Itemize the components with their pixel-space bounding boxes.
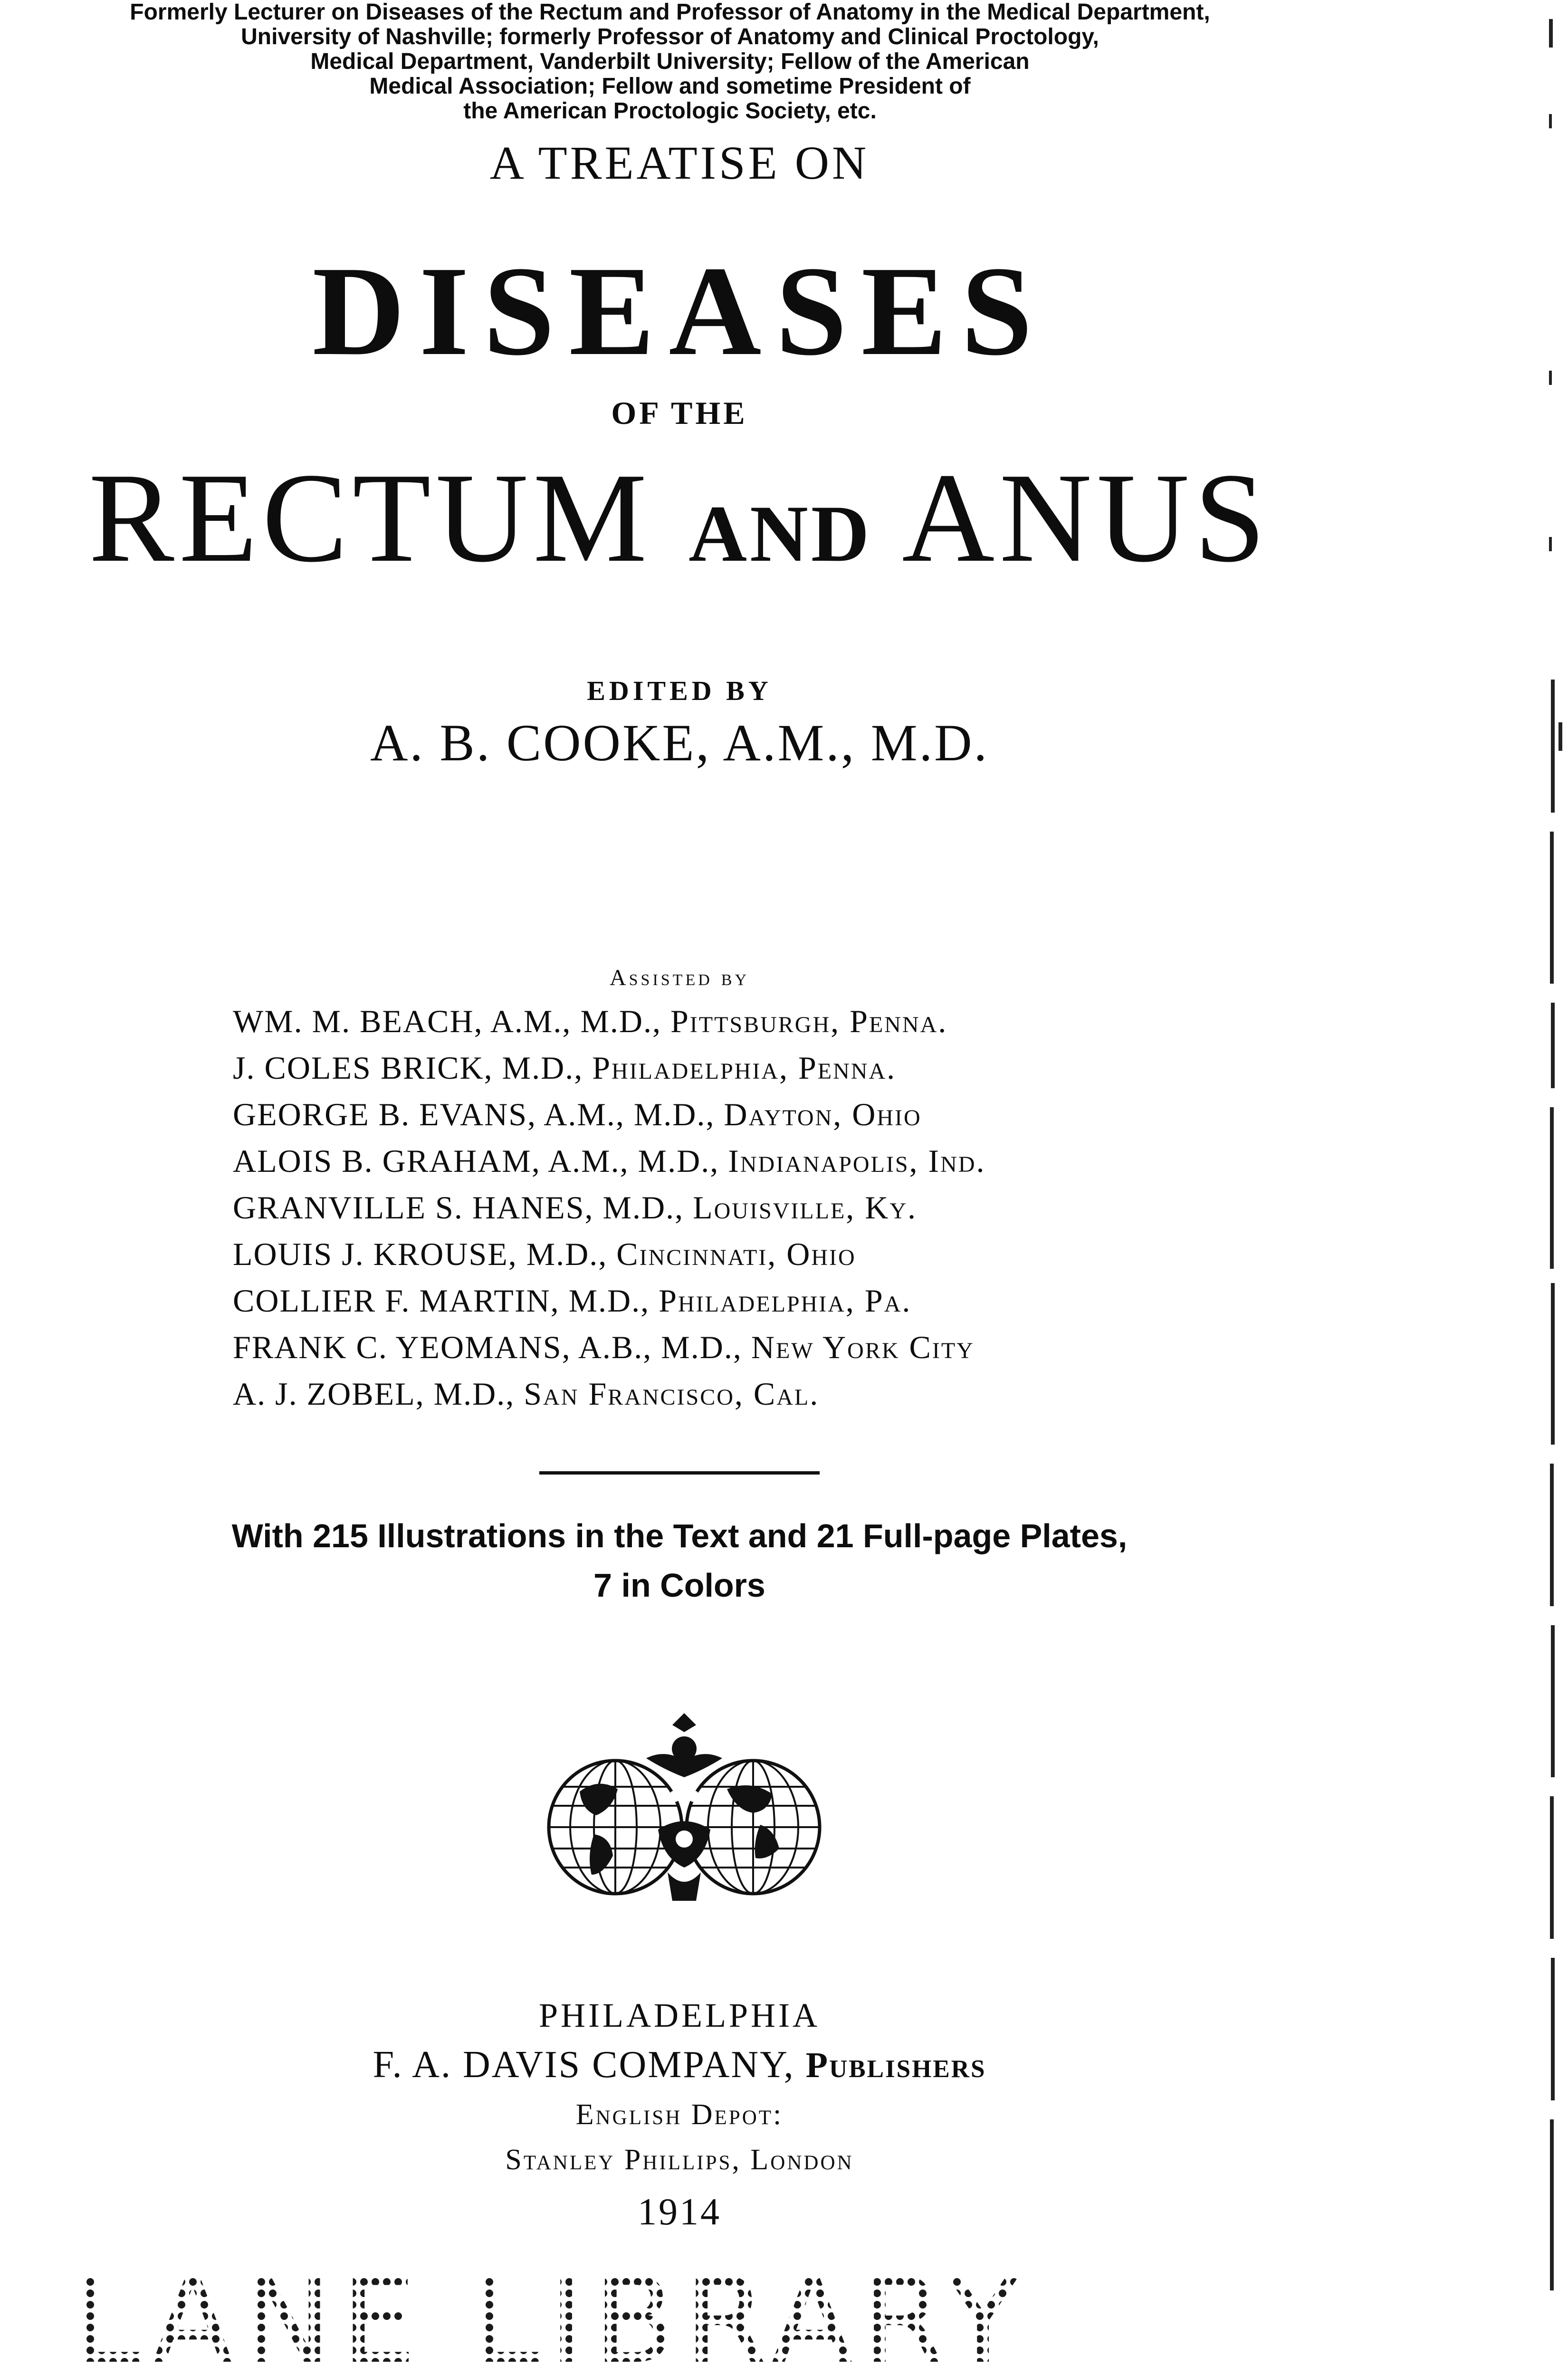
- assistant-entry: [233, 1091, 986, 1138]
- imprint-year: 1914: [638, 2191, 721, 2233]
- title-connector: OF THE: [611, 395, 748, 431]
- assistant-location: San Francisco, Cal.: [524, 1376, 820, 1412]
- title-main: DISEASES: [312, 240, 1047, 382]
- assistant-entry: [233, 1370, 986, 1417]
- assistant-name: GRANVILLE S. HANES, M.D.,: [233, 1189, 684, 1226]
- imprint-depot-label: English Depot:: [575, 2098, 784, 2131]
- assistants-list: [233, 998, 986, 1417]
- editor-credentials: [0, 0, 1340, 124]
- illustrations-line: With 215 Illustrations in the Text and 21 Full-page Plates,: [231, 1517, 1128, 1554]
- assistant-name: GEORGE B. EVANS, A.M., M.D.,: [233, 1096, 715, 1132]
- publisher-name: F. A. DAVIS COMPANY,: [373, 2044, 795, 2086]
- imprint-publisher: [0, 2043, 1359, 2087]
- assisted-by-label: Assisted by: [609, 965, 750, 990]
- imprint-city: PHILADELPHIA: [539, 1996, 820, 2034]
- pre-title: A TREATISE ON: [489, 136, 870, 189]
- assistant-name: WM. M. BEACH, A.M., M.D.,: [233, 1003, 661, 1039]
- title-word-rectum: RECTUM: [88, 447, 652, 589]
- assistant-location: New York City: [751, 1329, 975, 1365]
- assistant-location: Cincinnati, Ohio: [616, 1236, 856, 1272]
- credentials-line: the American Proctologic Society, etc.: [463, 98, 877, 124]
- assistant-entry: [233, 1184, 986, 1231]
- illustrations-line: 7 in Colors: [593, 1567, 765, 1604]
- credentials-line: Formerly Lecturer on Diseases of the Rectum and Professor of Anatomy in the Medical Department,: [130, 0, 1210, 25]
- assistant-name: LOUIS J. KROUSE, M.D.,: [233, 1236, 608, 1272]
- assistant-location: Pittsburgh, Penna.: [670, 1003, 948, 1039]
- editor-name: A. B. COOKE, A.M., M.D.: [370, 714, 989, 772]
- library-stamp: [73, 2251, 1029, 2376]
- illustrations-note: [0, 1511, 1359, 1610]
- assistant-name: ALOIS B. GRAHAM, A.M., M.D.,: [233, 1143, 719, 1179]
- assistant-entry: [233, 1044, 986, 1091]
- assistant-name: J. COLES BRICK, M.D.,: [233, 1050, 583, 1086]
- library-stamp-text: LANE LIBRARY: [73, 2251, 1029, 2376]
- credentials-line: University of Nashville; formerly Professor of Anatomy and Clinical Proctology,: [241, 24, 1099, 49]
- assistant-entry: [233, 998, 986, 1044]
- assistant-name: COLLIER F. MARTIN, M.D.,: [233, 1283, 650, 1319]
- imprint-depot: Stanley Phillips, London: [505, 2144, 854, 2176]
- edited-by-label: EDITED BY: [587, 675, 772, 706]
- assistant-location: Louisville, Ky.: [693, 1189, 918, 1226]
- assistant-name: FRANK C. YEOMANS, A.B., M.D.,: [233, 1329, 742, 1365]
- assistant-location: Philadelphia, Penna.: [592, 1050, 897, 1086]
- title-subject: [0, 444, 1359, 592]
- credentials-line: Medical Association; Fellow and sometime President of: [369, 74, 971, 99]
- credentials-line: Medical Department, Vanderbilt University; Fellow of the American: [310, 49, 1030, 74]
- assistant-location: Indianapolis, Ind.: [728, 1143, 986, 1179]
- assistant-entry: [233, 1231, 986, 1277]
- assistant-location: Philadelphia, Pa.: [659, 1283, 912, 1319]
- divider-rule: [539, 1471, 820, 1475]
- title-word-anus: ANUS: [902, 447, 1271, 589]
- assistant-location: Dayton, Ohio: [724, 1096, 922, 1132]
- assistant-name: A. J. ZOBEL, M.D.,: [233, 1376, 515, 1412]
- assistant-entry: [233, 1277, 986, 1324]
- publisher-emblem-icon: [537, 1711, 832, 1910]
- assistant-entry: [233, 1324, 986, 1370]
- publishers-label: Publishers: [805, 2045, 986, 2085]
- assistant-entry: [233, 1138, 986, 1184]
- scan-edge-marks: [1539, 0, 1568, 2376]
- title-word-and: AND: [688, 489, 872, 578]
